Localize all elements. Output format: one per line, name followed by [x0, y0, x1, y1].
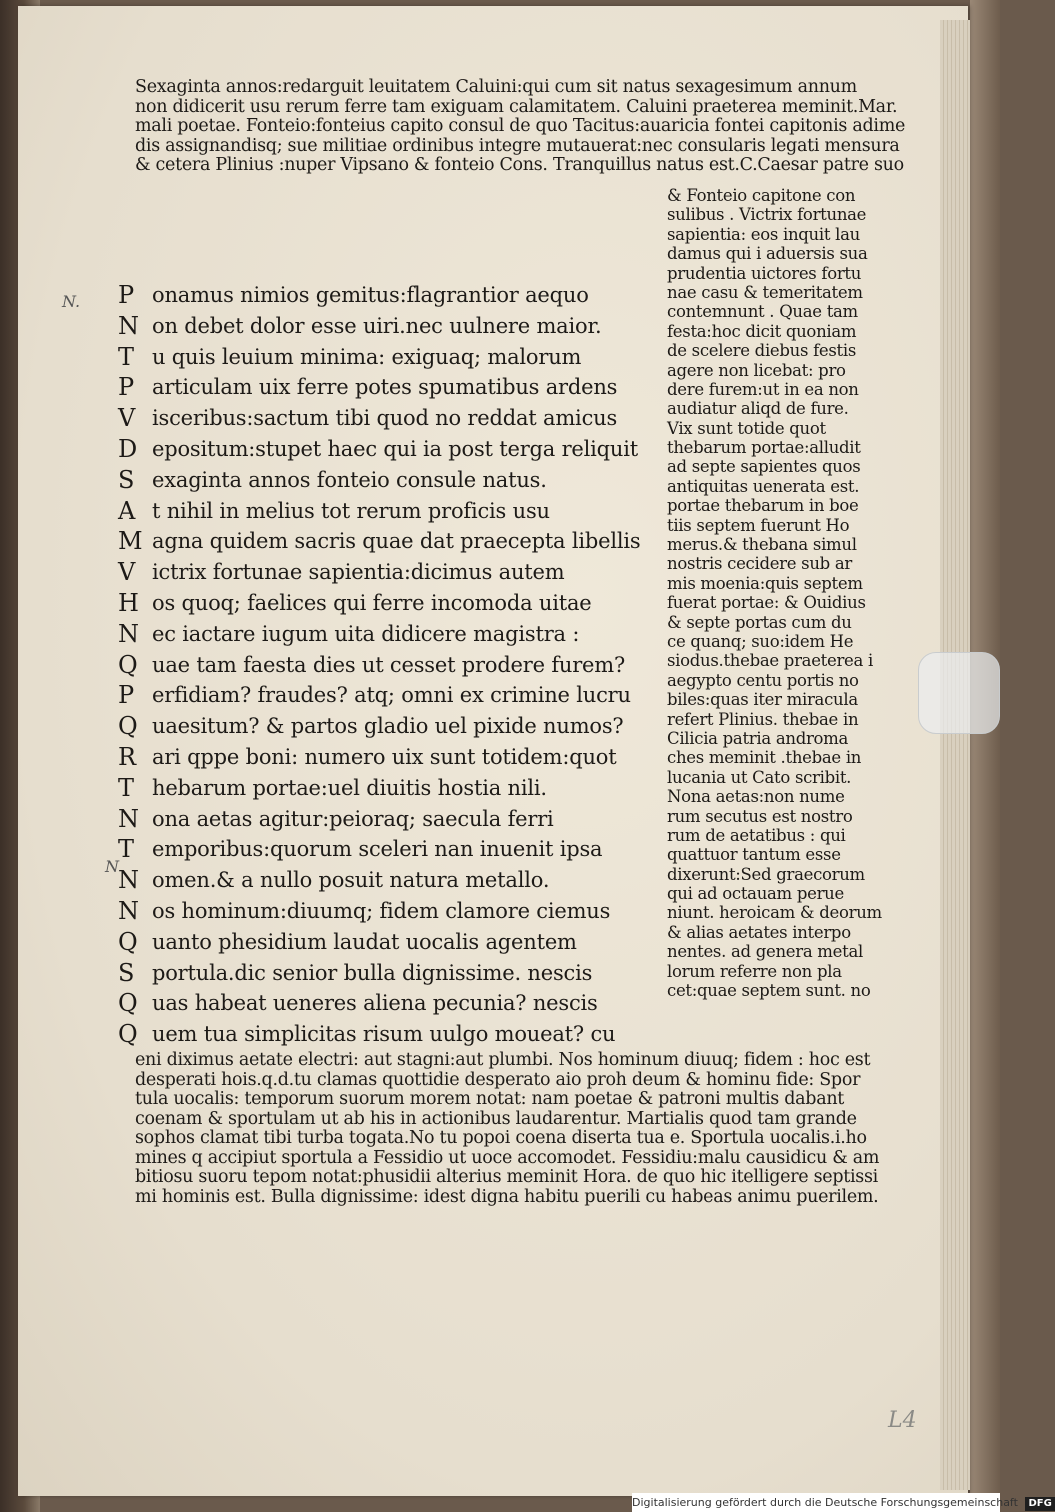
verse-initial: T	[118, 835, 134, 864]
verse-text: ona aetas agitur:peioraq; saecula ferri	[152, 806, 554, 831]
verse-initial: M	[118, 527, 143, 556]
verse-initial: N	[118, 896, 139, 925]
commentary-line: sapientia: eos inquit lau	[667, 224, 860, 244]
commentary-line: contemnunt . Quae tam	[667, 302, 858, 322]
margin-note-2: N	[105, 857, 119, 876]
bottom-commentary	[135, 1051, 879, 1207]
commentary-line: sulibus . Victrix fortunae	[667, 205, 867, 225]
verse-initial: H	[118, 588, 139, 617]
verse-initial: S	[118, 958, 135, 987]
commentary-line: mis moenia:quis septem	[667, 573, 863, 593]
verse-initial: D	[118, 434, 138, 463]
commentary-line: siodus.thebae praeterea i	[667, 651, 873, 671]
verse-initial: T	[118, 342, 134, 371]
commentary-line: & Fonteio capitone con	[667, 186, 856, 205]
verse-initial: T	[118, 773, 134, 802]
book-edge-right	[970, 0, 1000, 1512]
verse-initial: N	[118, 804, 139, 833]
commentary-line: mines q accipiut sportula a Fessidio ut uoce accomodet. Fessidiu:malu causidicu & am	[135, 1147, 880, 1168]
verse-initial: Q	[118, 650, 138, 679]
commentary-line: prudentia uictores fortu	[667, 263, 862, 283]
commentary-line: ce quanq; suo:idem He	[667, 631, 854, 651]
verse-initial: P	[118, 373, 134, 402]
commentary-line: bitiosu suoru tepom notat:phusidii alterius meminit Hora. de quo hic itelligere septissi	[135, 1167, 878, 1187]
verse-initial: S	[118, 465, 135, 494]
verse-text: exaginta annos fonteio consule natus.	[152, 467, 547, 492]
commentary-line: Nona aetas:non nume	[667, 787, 845, 807]
verse-initial: P	[118, 681, 134, 710]
verse-text: uae tam faesta dies ut cesset prodere furem?	[152, 652, 626, 677]
commentary-line: nostris cecidere sub ar	[667, 554, 853, 574]
commentary-line: biles:quas iter miracula	[667, 690, 858, 710]
commentary-line: de scelere diebus festis	[667, 341, 857, 361]
verse-text: uas habeat ueneres aliena pecunia? nescis	[152, 991, 598, 1016]
verse-text: isceribus:sactum tibi quod no reddat amicus	[152, 406, 618, 431]
verse-text: os hominum:diuumq; fidem clamore ciemus	[152, 898, 611, 923]
commentary-line: non didicerit usu rerum ferre tam exiguam calamitatem. Caluini praeterea meminit.Mar.	[135, 96, 898, 117]
footer-text: Digitalisierung gefördert durch die Deutsche Forschungsgemeinschaft	[632, 1496, 1018, 1509]
commentary-line: qui ad octauam perue	[667, 884, 844, 904]
verse-initial: N	[118, 619, 139, 648]
verse-text: omen.& a nullo posuit natura metallo.	[152, 868, 550, 893]
verse-text: ec iactare iugum uita didicere magistra :	[152, 621, 580, 646]
commentary-line: sophos clamat tibi turba togata.No tu popoi coena diserta tua e. Sportula uocalis.i.ho	[135, 1128, 867, 1148]
commentary-line: tiis septem fuerunt Ho	[667, 515, 850, 535]
side-commentary	[667, 186, 882, 1000]
verse-initial: V	[118, 558, 136, 587]
commentary-line: Cilicia patria androma	[667, 728, 849, 748]
commentary-line: portae thebarum in boe	[667, 496, 859, 516]
commentary-line: coenam & sportulam ut ab his in actionibus laudarentur. Martialis quod tam grande	[135, 1108, 857, 1129]
page-clip	[918, 652, 1000, 734]
commentary-line: mali poetae. Fonteio:fonteius capito consul de quo Tacitus:auaricia fontei capitonis adime	[135, 116, 906, 136]
commentary-line: niunt. heroicam & deorum	[667, 903, 882, 923]
verse-initial: R	[118, 742, 136, 771]
commentary-line: ches meminit .thebae in	[667, 748, 862, 768]
verse-initial: A	[118, 496, 136, 525]
verse-initial: V	[118, 404, 136, 433]
verse-text: ari qppe boni: numero uix sunt totidem:quot	[152, 744, 617, 769]
verse-initial: N	[118, 866, 139, 895]
verse-text: epositum:stupet haec qui ia post terga reliquit	[152, 436, 639, 461]
folio-number: L4	[888, 1408, 917, 1433]
verse-text: articulam uix ferre potes spumatibus ardens	[152, 375, 618, 400]
commentary-line: rum de aetatibus : qui	[667, 825, 846, 845]
verse-text: t nihil in melius tot rerum proficis usu	[152, 498, 550, 523]
commentary-line: fuerat portae: & Ouidius	[667, 593, 866, 613]
verse-text: onamus nimios gemitus:flagrantior aequo	[152, 283, 589, 307]
commentary-line: audiatur aliqd de fure.	[667, 399, 849, 419]
verse-initial: Q	[118, 927, 138, 956]
commentary-line: aegypto centu portis no	[667, 670, 859, 690]
commentary-line: antiquitas uenerata est.	[667, 476, 860, 496]
commentary-line: mi hominis est. Bulla dignissime: idest digna habitu puerili cu habeas animu puerilem.	[135, 1186, 879, 1207]
commentary-line: lucania ut Cato scribit.	[667, 767, 852, 787]
verse-text: ictrix fortunae sapientia:dicimus autem	[152, 560, 565, 585]
commentary-line: damus qui i aduersis sua	[667, 244, 868, 264]
commentary-line: thebarum portae:alludit	[667, 438, 861, 458]
verse-text: emporibus:quorum sceleri nan inuenit ipsa	[152, 837, 603, 862]
verse-initial: Q	[118, 712, 138, 741]
verse-text: os quoq; faelices qui ferre incomoda uitae	[152, 590, 592, 615]
commentary-line: cet:quae septem sunt. no	[667, 981, 871, 1001]
commentary-line: nentes. ad genera metal	[667, 942, 863, 962]
commentary-line: dixerunt:Sed graecorum	[667, 864, 865, 884]
verse-initial: P	[118, 281, 134, 309]
commentary-line: agere non licebat: pro	[667, 360, 846, 380]
verse-text: uem tua simplicitas risum uulgo moueat? cu	[152, 1022, 616, 1047]
commentary-line: dere furem:ut in ea non	[667, 379, 859, 399]
verse-initial: Q	[118, 1020, 138, 1049]
top-commentary	[135, 78, 905, 176]
verse-text: uanto phesidium laudat uocalis agentem	[152, 929, 577, 954]
verse-initial: Q	[118, 989, 138, 1018]
verse-text: hebarum portae:uel diuitis hostia nili.	[152, 775, 547, 800]
commentary-line: quattuor tantum esse	[667, 845, 841, 865]
commentary-line: ad septe sapientes quos	[667, 457, 861, 477]
commentary-line: tula uocalis: temporum suorum morem notat: nam poetae & patroni multis dabant	[135, 1089, 845, 1109]
dfg-logo: DFG	[1025, 1497, 1054, 1511]
commentary-line: & alias aetates interpo	[667, 922, 851, 942]
commentary-line: Sexaginta annos:redarguit leuitatem Caluini:qui cum sit natus sexagesimum annum	[135, 77, 857, 97]
verse-initial: N	[118, 311, 139, 340]
verse-text: uaesitum? & partos gladio uel pixide numos?	[152, 714, 624, 739]
verse-text: u quis leuium minima: exiguaq; malorum	[152, 344, 582, 369]
commentary-line: merus.& thebana simul	[667, 535, 857, 555]
commentary-line: desperati hois.q.d.tu clamas quottidie desperato aio proh deum & hominu fide: Spor	[135, 1069, 861, 1090]
commentary-line: nae casu & temeritatem	[667, 282, 863, 302]
commentary-line: & septe portas cum du	[667, 612, 852, 632]
commentary-line: lorum referre non pla	[667, 961, 842, 981]
commentary-line: eni diximus aetate electri: aut stagni:aut plumbi. Nos hominum diuuq; fidem : hoc est	[135, 1050, 871, 1070]
verse-text: erfidiam? fraudes? atq; omni ex crimine lucru	[152, 683, 631, 708]
page-edges	[940, 20, 970, 1490]
commentary-line: dis assignandisq; sue militiae ordinibus integre mutauerat:nec consularis legati mensura	[135, 135, 900, 156]
verse-text: portula.dic senior bulla dignissime. nescis	[152, 960, 593, 985]
commentary-line: refert Plinius. thebae in	[667, 709, 859, 729]
verse-text: on debet dolor esse uiri.nec uulnere maior.	[152, 313, 602, 338]
margin-note-1: N.	[62, 292, 81, 311]
commentary-line: festa:hoc dicit quoniam	[667, 321, 857, 341]
commentary-line: & cetera Plinius :nuper Vipsano & fonteio Cons. Tranquillus natus est.C.Caesar patre suo	[135, 155, 904, 175]
commentary-line: Vix sunt totide quot	[667, 418, 826, 438]
commentary-line: rum secutus est nostro	[667, 806, 853, 826]
digitization-footer	[632, 1493, 1052, 1512]
verse-text: agna quidem sacris quae dat praecepta libellis	[152, 529, 641, 554]
